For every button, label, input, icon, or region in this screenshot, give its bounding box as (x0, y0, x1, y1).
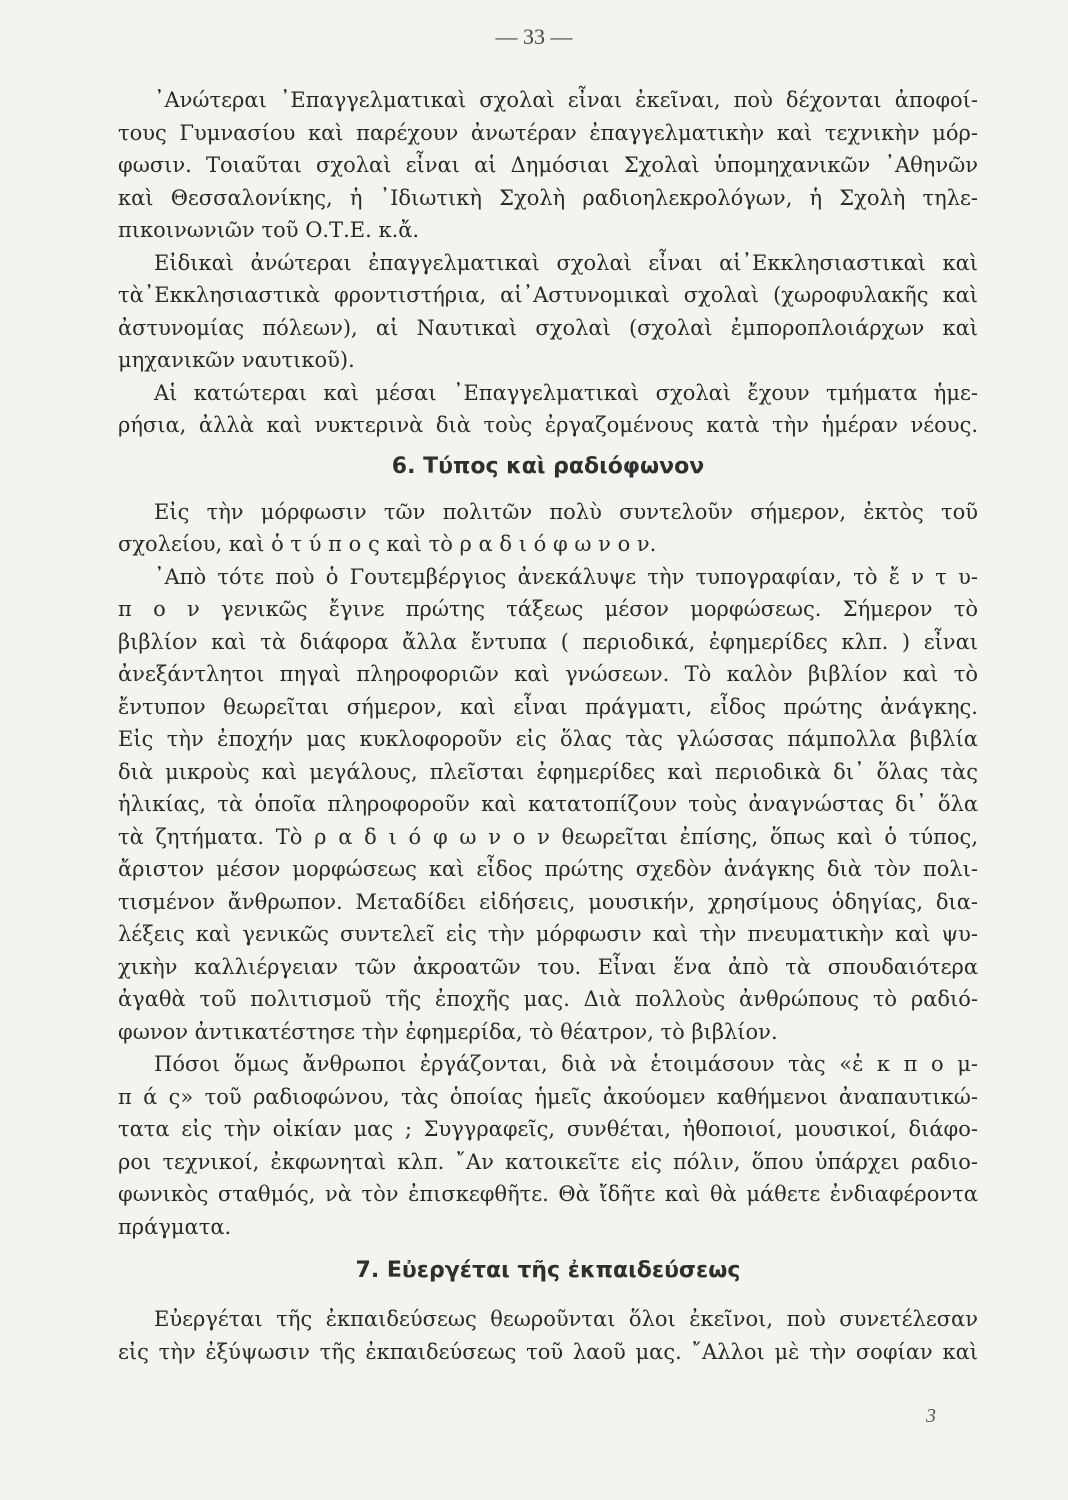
text-line: Αἱ κατώτεραι καὶ μέσαι ᾿Επαγγελματικαὶ σχολαὶ ἔχουν τμήματα ἡμε- (154, 380, 978, 405)
page-number: — 33 — (495, 24, 573, 49)
section-6-body (118, 496, 978, 1244)
section-7-body (118, 1303, 978, 1368)
text-line: φωσιν. Τοιαῦται σχολαὶ εἶναι αἱ Δημόσιαι Σχολαὶ ὑπομηχανικῶν ᾿Αθηνῶν (118, 153, 978, 177)
text-line: φωνον ἀντικατέστησε τὴν ἐφημερίδα, τὸ θέατρον, τὸ βιβλίον. (118, 1019, 778, 1044)
text-line: ἄριστον μέσον μορφώσεως καὶ εἶδος πρώτης σχεδὸν ἀνάγκης διὰ τὸν πολι- (118, 857, 978, 881)
text-line: π ο ν γενικῶς ἔγινε πρώτης τάξεως μέσον μορφώσεως. Σήμερον τὸ (118, 597, 978, 621)
text-line: βιβλίον καὶ τὰ διάφορα ἄλλα ἔντυπα ( περιοδικά, ἐφημερίδες κλπ. ) εἶναι (118, 629, 978, 654)
signature-mark: 3 (926, 1405, 936, 1427)
text-line: τατα εἰς τὴν οἰκίαν μας ; Συγγραφεῖς, συνθέται, ἠθοποιοί, μουσικοί, διάφο- (118, 1117, 978, 1141)
text-line: καὶ Θεσσαλονίκης, ἡ ᾿Ιδιωτικὴ Σχολὴ ραδιοηλεκρολόγων, ἡ Σχολὴ τηλε- (118, 185, 978, 210)
text-line: ᾿Ανώτεραι ᾿Επαγγελματικαὶ σχολαὶ εἶναι ἐκεῖναι, ποὺ δέχονται ἀποφοί- (154, 88, 978, 112)
section-intro (118, 84, 978, 442)
text-line: πικοινωνιῶν τοῦ Ο.Τ.Ε. κ.ἄ. (118, 218, 420, 242)
text-line: τὰ᾿Εκκλησιαστικὰ φροντιστήρια, αἱ᾿Αστυνομικαὶ σχολαὶ (χωροφυλακῆς καὶ (118, 283, 978, 307)
text-line: ροι τεχνικοί, ἐκφωνηταὶ κλπ. ῎Αν κατοικεῖτε εἰς πόλιν, ὅπου ὑπάρχει ραδιο- (118, 1149, 978, 1174)
text-line: ἡλικίας, τὰ ὁποῖα πληροφοροῦν καὶ κατατοπίζουν τοὺς ἀναγνώστας δι᾿ ὅλα (118, 792, 978, 816)
text-line: Εὐεργέται τῆς ἐκπαιδεύσεως θεωροῦνται ὅλοι ἐκεῖνοι, ποὺ συνετέλεσαν (154, 1307, 978, 1331)
text-line: ἀνεξάντλητοι πηγαὶ πληροφοριῶν καὶ γνώσεων. Τὸ καλὸν βιβλίον καὶ τὸ (118, 662, 978, 686)
section-heading-7: 7. Εὐεργέται τῆς ἐκπαιδεύσεως (355, 1258, 741, 1283)
text-line: τισμένον ἄνθρωπον. Μεταδίδει εἰδήσεις, μουσικήν, χρησίμους ὁδηγίας, δια- (118, 889, 978, 914)
text-line: λέξεις καὶ γενικῶς συντελεῖ εἰς τὴν μόρφωσιν καὶ τὴν πνευματικὴν καὶ ψυ- (118, 922, 978, 946)
text-line: τὰ ζητήματα. Τὸ ρ α δ ι ό φ ω ν ο ν θεωρεῖται ἐπίσης, ὅπως καὶ ὁ τύπος, (118, 824, 978, 849)
text-line: ἔντυπον θεωρεῖται σήμερον, καὶ εἶναι πράγματι, εἶδος πρώτης ἀνάγκης. (118, 694, 978, 719)
text-line: Εἰδικαὶ ἀνώτεραι ἐπαγγελματικαὶ σχολαὶ εἶναι αἱ᾿Εκκλησιαστικαὶ καὶ (154, 250, 978, 275)
text-line: π ά ς» τοῦ ραδιοφώνου, τὰς ὁποίας ἡμεῖς ἀκούομεν καθήμενοι ἀναπαυτικώ- (118, 1084, 978, 1109)
text-line: μηχανικῶν ναυτικοῦ). (118, 348, 355, 372)
text-line: Εἰς τὴν μόρφωσιν τῶν πολιτῶν πολὺ συντελοῦν σήμερον, ἐκτὸς τοῦ (154, 499, 978, 524)
text-line: ρήσια, ἀλλὰ καὶ νυκτερινὰ διὰ τοὺς ἐργαζομένους κατὰ τὴν ἡμέραν νέους. (118, 413, 978, 437)
text-line: Εἰς τὴν ἐποχήν μας κυκλοφοροῦν εἰς ὅλας τὰς γλώσσας πάμπολλα βιβλία (118, 727, 978, 751)
text-line: Πόσοι ὅμως ἄνθρωποι ἐργάζονται, διὰ νὰ ἑτοιμάσουν τὰς «ἐ κ π ο μ- (154, 1052, 978, 1076)
text-line: ἀγαθὰ τοῦ πολιτισμοῦ τῆς ἐποχῆς μας. Διὰ πολλοὺς ἀνθρώπους τὸ ραδιό- (118, 987, 978, 1011)
text-line: σχολείου, καὶ ὁ τ ύ π ο ς καὶ τὸ ρ α δ ι ό φ ω ν ο ν. (118, 532, 657, 556)
text-line: ᾿Απὸ τότε ποὺ ὁ Γουτεμβέργιος ἀνεκάλυψε τὴν τυπογραφίαν, τὸ ἔ ν τ υ- (154, 564, 978, 589)
text-line: τους Γυμνασίου καὶ παρέχουν ἀνωτέραν ἐπαγγελματικὴν καὶ τεχνικὴν μόρ- (118, 120, 978, 145)
text-line: χικὴν καλλιέργειαν τῶν ἀκροατῶν του. Εἶναι ἕνα ἀπὸ τὰ σπουδαιότερα (118, 954, 978, 979)
text-line: διὰ μικροὺς καὶ μεγάλους, πλεῖσται ἐφημερίδες καὶ περιοδικὰ δι᾿ ὅλας τὰς (118, 759, 978, 784)
text-line: ἀστυνομίας πόλεων), αἱ Ναυτικαὶ σχολαὶ (σχολαὶ ἐμποροπλοιάρχων καὶ (118, 315, 978, 340)
page-body (118, 84, 978, 1368)
text-line: φωνικὸς σταθμός, νὰ τὸν ἐπισκεφθῆτε. Θὰ ἴδῆτε καὶ θὰ μάθετε ἐνδιαφέροντα (118, 1182, 978, 1206)
text-line: εἰς τὴν ἐξύψωσιν τῆς ἐκπαιδεύσεως τοῦ λαοῦ μας. ῎Αλλοι μὲ τὴν σοφίαν καὶ (118, 1339, 978, 1364)
section-heading-6: 6. Τύπος καὶ ραδιόφωνον (391, 453, 705, 479)
text-line: πράγματα. (118, 1214, 232, 1239)
